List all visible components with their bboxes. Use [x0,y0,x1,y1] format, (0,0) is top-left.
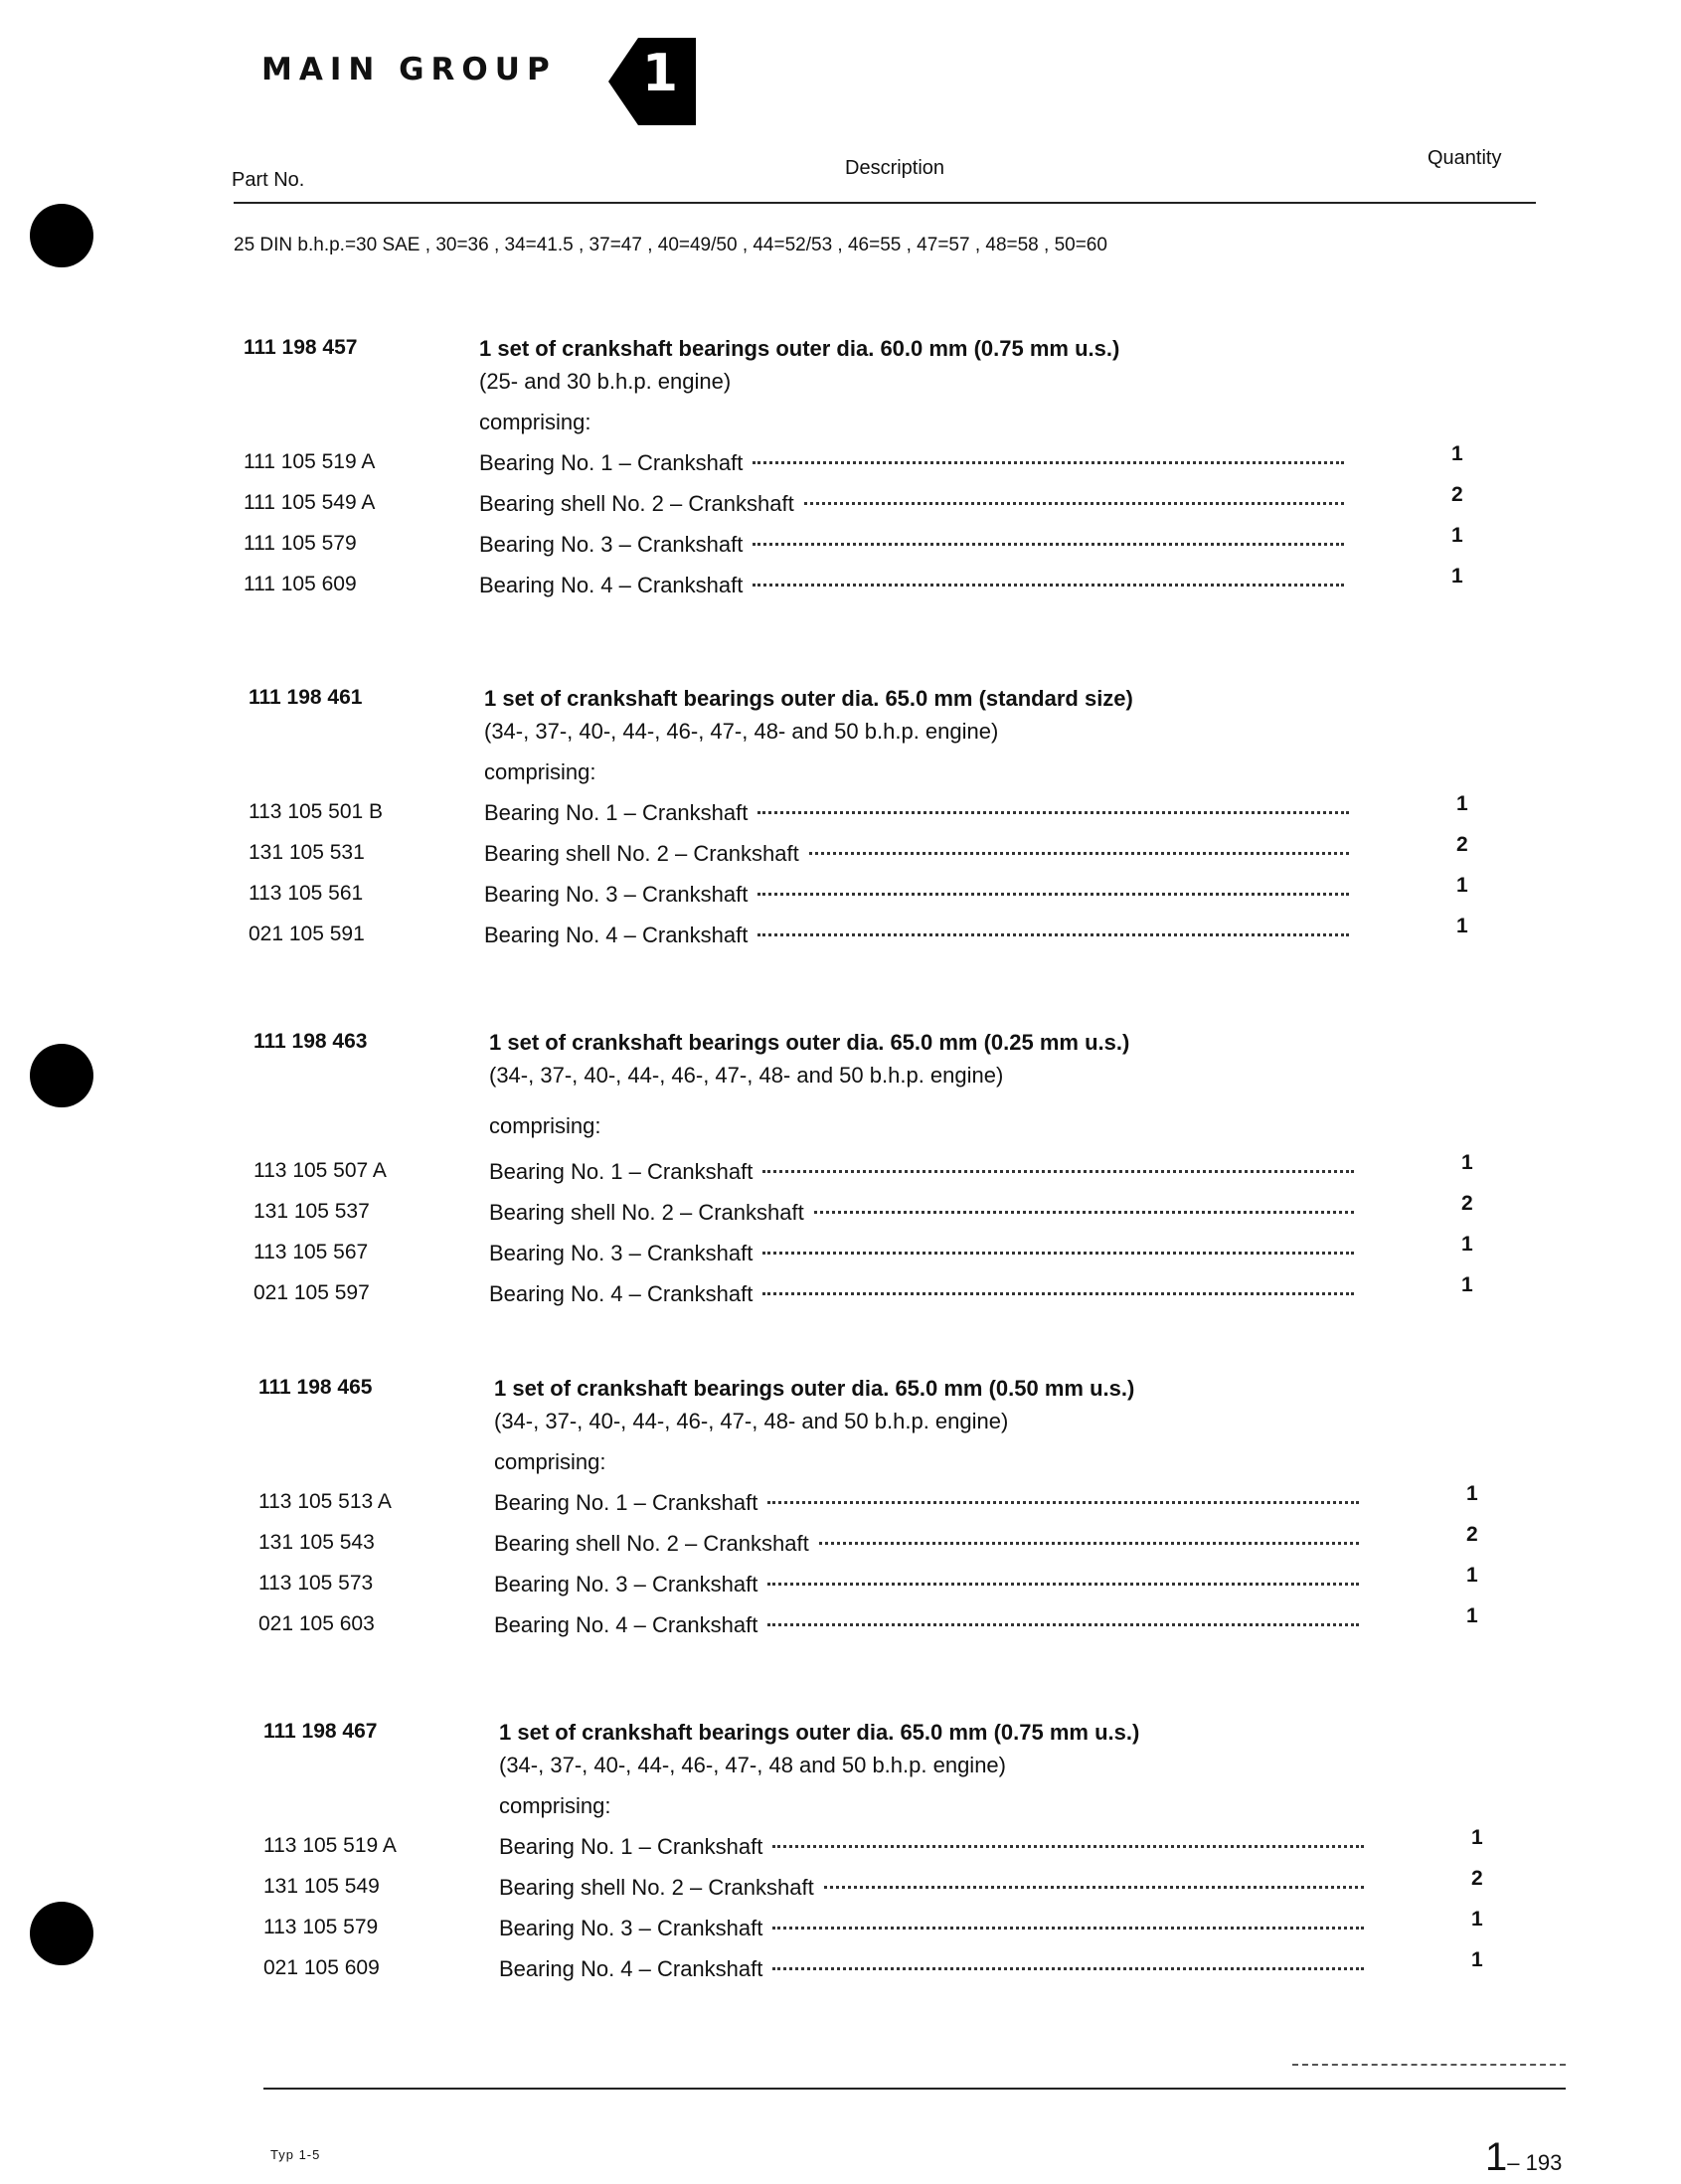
table-row [244,483,1556,529]
table-row [244,524,1556,570]
quantity: 1 [1461,1233,1473,1256]
dot-leader [767,1501,1359,1504]
part-number: 131 105 531 [249,841,365,864]
dot-leader [767,1583,1359,1586]
set-part-number: 111 198 467 [263,1720,378,1743]
table-row [258,1604,1571,1650]
part-number: 021 105 609 [263,1956,380,1979]
dot-leader [762,1170,1354,1173]
part-number: 111 105 609 [244,573,357,595]
page-number [1485,2135,1562,2180]
set-subtitle: (34-, 37-, 40-, 44-, 46-, 47-, 48- and 50 b.h.p. engine) [494,1409,1009,1433]
dot-leader [757,933,1349,936]
footer-dashed-rule [1292,2064,1566,2066]
part-number: 111 105 519 A [244,450,376,473]
punch-hole [30,204,93,267]
header-divider [234,202,1536,204]
set-part-number: 111 198 465 [258,1376,373,1399]
table-row [249,833,1561,879]
comprising-label: comprising: [479,410,591,434]
part-number: 131 105 537 [253,1200,370,1223]
set-part-number: 111 198 461 [249,686,363,709]
quantity: 1 [1466,1564,1478,1587]
dot-leader [814,1211,1354,1214]
footer-divider [263,2088,1566,2090]
item-description: Bearing No. 4 – Crankshaft [489,1281,754,1306]
dot-leader [753,584,1344,587]
set-subtitle: (25- and 30 b.h.p. engine) [479,369,732,394]
type-label: Typ 1-5 [270,2147,321,2162]
comprising-label: comprising: [489,1113,601,1138]
table-row [253,1192,1566,1238]
table-row [263,1867,1576,1913]
comprising-label: comprising: [494,1449,606,1474]
quantity: 1 [1471,1826,1483,1849]
quantity: 1 [1471,1908,1483,1931]
item-description: Bearing No. 1 – Crankshaft [489,1159,754,1184]
part-number: 111 105 579 [244,532,357,555]
punch-hole [30,1902,93,1965]
quantity: 1 [1451,442,1463,465]
quantity: 2 [1466,1523,1478,1546]
item-description: Bearing No. 3 – Crankshaft [494,1572,758,1596]
comprising-label: comprising: [499,1793,611,1818]
part-number: 113 105 567 [253,1241,369,1263]
table-row [249,915,1561,960]
column-header-quantity: Quantity [1428,147,1502,169]
table-row [244,442,1556,488]
item-description: Bearing No. 4 – Crankshaft [479,573,744,597]
quantity: 1 [1461,1273,1473,1296]
item-description: Bearing No. 4 – Crankshaft [494,1612,758,1637]
set-title: 1 set of crankshaft bearings outer dia. 65.0 mm (0.25 mm u.s.) [489,1030,1130,1055]
part-number: 111 105 549 A [244,491,376,514]
part-number: 113 105 513 A [258,1490,392,1513]
item-description: Bearing No. 3 – Crankshaft [484,882,749,907]
page-major: 1 [1485,2135,1508,2179]
item-description: Bearing No. 4 – Crankshaft [484,923,749,947]
item-description: Bearing shell No. 2 – Crankshaft [494,1531,809,1556]
dot-leader [819,1542,1359,1545]
page-title: MAIN GROUP [261,52,557,87]
set-subtitle: (34-, 37-, 40-, 44-, 46-, 47-, 48 and 50 b.h.p. engine) [499,1753,1006,1777]
dot-leader [762,1252,1354,1255]
item-description: Bearing No. 1 – Crankshaft [484,800,749,825]
quantity: 1 [1471,1948,1483,1971]
table-row [249,792,1561,838]
part-number: 113 105 579 [263,1916,379,1938]
horsepower-legend: 25 DIN b.h.p.=30 SAE , 30=36 , 34=41.5 , 37=47 , 40=49/50 , 44=52/53 , 46=55 , 47=57 , 48=58 , 50=60 [234,235,1107,255]
table-row [263,1826,1576,1872]
table-row [253,1273,1566,1319]
item-description: Bearing No. 3 – Crankshaft [499,1916,763,1940]
part-number: 113 105 573 [258,1572,374,1595]
table-row [253,1151,1566,1197]
table-row [258,1523,1571,1569]
item-description: Bearing shell No. 2 – Crankshaft [479,491,794,516]
column-header-description: Description [845,157,945,179]
dot-leader [809,852,1349,855]
table-row [244,565,1556,610]
dot-leader [767,1623,1359,1626]
quantity: 1 [1456,792,1468,815]
item-description: Bearing No. 1 – Crankshaft [494,1490,758,1515]
dot-leader [757,811,1349,814]
set-title: 1 set of crankshaft bearings outer dia. 65.0 mm (standard size) [484,686,1133,711]
part-number: 113 105 561 [249,882,364,905]
part-number: 021 105 597 [253,1281,370,1304]
dot-leader [804,502,1344,505]
table-row [253,1233,1566,1278]
table-row [249,874,1561,920]
quantity: 2 [1461,1192,1473,1215]
part-number: 021 105 591 [249,923,365,945]
table-row [263,1948,1576,1994]
quantity: 1 [1456,874,1468,897]
group-number: 1 [641,44,679,103]
set-part-number: 111 198 457 [244,336,358,359]
group-number-badge [608,38,696,125]
part-number: 113 105 501 B [249,800,384,823]
dot-leader [762,1292,1354,1295]
quantity: 2 [1471,1867,1483,1890]
item-description: Bearing No. 3 – Crankshaft [489,1241,754,1265]
quantity: 2 [1456,833,1468,856]
dot-leader [753,543,1344,546]
part-number: 113 105 519 A [263,1834,397,1857]
dot-leader [772,1967,1364,1970]
quantity: 1 [1451,565,1463,588]
part-number: 021 105 603 [258,1612,375,1635]
set-title: 1 set of crankshaft bearings outer dia. 65.0 mm (0.75 mm u.s.) [499,1720,1140,1745]
dot-leader [772,1845,1364,1848]
item-description: Bearing shell No. 2 – Crankshaft [489,1200,804,1225]
quantity: 1 [1461,1151,1473,1174]
item-description: Bearing No. 1 – Crankshaft [499,1834,763,1859]
set-title: 1 set of crankshaft bearings outer dia. 65.0 mm (0.50 mm u.s.) [494,1376,1135,1401]
page-minor: – 193 [1507,2150,1563,2175]
table-row [258,1564,1571,1609]
item-description: Bearing No. 4 – Crankshaft [499,1956,763,1981]
set-part-number: 111 198 463 [253,1030,368,1053]
dot-leader [753,461,1344,464]
comprising-label: comprising: [484,759,596,784]
punch-hole [30,1044,93,1107]
quantity: 1 [1451,524,1463,547]
item-description: Bearing No. 1 – Crankshaft [479,450,744,475]
item-description: Bearing No. 3 – Crankshaft [479,532,744,557]
set-subtitle: (34-, 37-, 40-, 44-, 46-, 47-, 48- and 50 b.h.p. engine) [489,1063,1004,1088]
item-description: Bearing shell No. 2 – Crankshaft [499,1875,814,1900]
item-description: Bearing shell No. 2 – Crankshaft [484,841,799,866]
quantity: 2 [1451,483,1463,506]
quantity: 1 [1466,1482,1478,1505]
part-number: 131 105 543 [258,1531,375,1554]
part-number: 131 105 549 [263,1875,380,1898]
set-subtitle: (34-, 37-, 40-, 44-, 46-, 47-, 48- and 50 b.h.p. engine) [484,719,999,744]
column-header-part-no: Part No. [232,169,305,191]
quantity: 1 [1456,915,1468,937]
set-title: 1 set of crankshaft bearings outer dia. 60.0 mm (0.75 mm u.s.) [479,336,1120,361]
dot-leader [824,1886,1364,1889]
table-row [258,1482,1571,1528]
part-number: 113 105 507 A [253,1159,387,1182]
table-row [263,1908,1576,1953]
dot-leader [757,893,1349,896]
dot-leader [772,1927,1364,1930]
quantity: 1 [1466,1604,1478,1627]
